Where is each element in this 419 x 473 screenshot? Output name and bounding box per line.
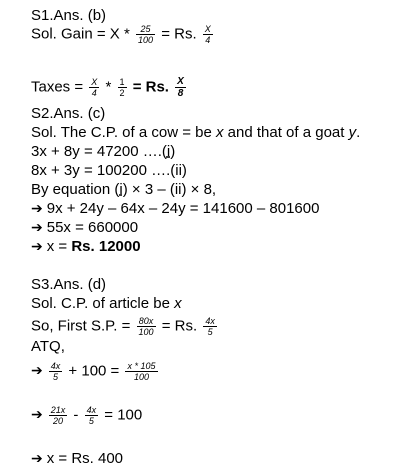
s3-answer: S3.Ans. (d): [31, 276, 107, 293]
arrow-icon: ➔: [31, 219, 43, 235]
s3-step-1: [31, 361, 160, 382]
arrow-icon: ➔: [31, 362, 43, 379]
s3-l2-f2-num: 4x: [86, 405, 97, 415]
s2-by-equation: [31, 180, 216, 199]
s1-t2-num: 1: [119, 77, 125, 87]
s1-answer: S1.Ans. (b): [31, 7, 107, 24]
s3-atq: ATQ,: [31, 338, 65, 355]
s3-l2-end: = 100: [104, 406, 143, 424]
s1-f1-den: 100: [137, 35, 154, 45]
s2-eq1-i: i: [166, 143, 171, 160]
s3-l2-f2-den: 5: [88, 416, 94, 426]
s3-fs2-den: 5: [207, 327, 213, 337]
s3-final: [31, 449, 123, 468]
s2-answer: S2.Ans. (c): [31, 105, 106, 122]
s3-sol-line: [31, 294, 182, 313]
s3-fs-eq: = Rs.: [161, 317, 198, 335]
arrow-icon: ➔: [31, 200, 43, 216]
s2-sol-end: .: [356, 124, 361, 141]
s1-r-den: 8: [177, 88, 184, 99]
s3-fs-den: 100: [138, 327, 154, 337]
s3-fs-fraction-2: [203, 316, 217, 337]
s1-gain-fraction-1: [136, 24, 155, 45]
s2-equation-1: [31, 142, 175, 161]
s3-fs2-num: 4x: [205, 316, 215, 326]
s3-l2-f1-den: 20: [52, 416, 63, 426]
s2-step-1: [31, 199, 319, 218]
s2-var-x: x: [215, 124, 224, 141]
arrow-icon: ➔: [31, 406, 43, 423]
s2-step1-text: 9x + 24y – 64x – 24y = 141600 – 801600: [46, 200, 320, 217]
s1-f1-num: 25: [136, 24, 155, 35]
s3-step-2: [31, 405, 142, 426]
s2-by-eq-a: By equation (: [31, 181, 120, 198]
s1-taxes-label: Taxes =: [31, 78, 84, 96]
s3-l2-f1-num: 21x: [50, 405, 66, 415]
s3-fs-num: 80x: [137, 316, 156, 327]
s1-t1-num: X: [91, 77, 98, 87]
s3-l1-f2-den: 100: [133, 372, 150, 382]
s3-l1-fraction-1: [49, 361, 63, 382]
s2-step-2: [31, 218, 138, 237]
s2-step-3: [31, 237, 141, 256]
s2-step3-result: Rs. 12000: [71, 238, 141, 255]
s2-by-eq-i: i: [119, 181, 123, 198]
s3-sol-x: x: [174, 295, 182, 312]
s3-first-sp-line: [31, 316, 219, 337]
s3-fs-fraction-1: [137, 316, 156, 337]
s2-equation-2: 8x + 3y = 100200 ….(ii): [31, 162, 187, 179]
s1-taxes-line: [31, 76, 188, 99]
s1-taxes-fraction-1: [89, 77, 99, 98]
s1-taxes-result: = Rs.: [132, 78, 169, 96]
s2-eq1-b: ): [170, 143, 176, 160]
s2-var-y: y: [348, 124, 357, 141]
s1-f2-den: 4: [205, 35, 211, 45]
s3-l2-fraction-1: [49, 405, 68, 426]
s1-r-num: X: [177, 76, 184, 87]
arrow-icon: ➔: [31, 450, 43, 466]
s2-step3-a: x =: [46, 238, 68, 255]
s1-taxes-fraction-2: [118, 77, 127, 98]
s2-eq1-a: 3x + 8y = 47200 ….(: [31, 143, 167, 160]
s1-gain-line: [31, 24, 215, 45]
s1-t2-den: 2: [119, 88, 125, 98]
s3-l1-f1-num: 4x: [50, 361, 61, 371]
arrow-icon: ➔: [31, 238, 43, 254]
s3-first-sp-label: So, First S.P. =: [31, 317, 131, 335]
s3-l1-fraction-2: [125, 361, 157, 382]
s3-l2-minus: -: [73, 406, 79, 424]
s2-sol-line: [31, 123, 360, 142]
s3-l2-fraction-2: [85, 405, 99, 426]
s2-by-eq-b: ) × 3 – (ii) × 8,: [122, 181, 217, 198]
s1-taxes-fraction-result: [175, 76, 186, 99]
s2-sol-text: Sol. The C.P. of a cow = be: [31, 124, 212, 141]
s3-l1-f1-den: 5: [52, 372, 58, 382]
s1-gain-prefix: Sol. Gain = X *: [31, 25, 130, 43]
s1-gain-eq: = Rs.: [161, 25, 197, 43]
s3-l1-mid: + 100 =: [68, 362, 120, 380]
s3-final-text: x = Rs. 400: [46, 450, 124, 467]
s1-gain-fraction-2: [203, 24, 213, 45]
s1-f2-num: X: [204, 24, 211, 34]
s1-t1-den: 4: [91, 88, 97, 98]
s1-taxes-star: *: [105, 78, 112, 96]
s2-sol-mid: and that of a goat: [227, 124, 345, 141]
s3-l1-f2-num: x * 105: [127, 361, 156, 371]
s2-step2-text: 55x = 660000: [46, 219, 139, 236]
s3-sol-a: Sol. C.P. of article be: [31, 295, 170, 312]
